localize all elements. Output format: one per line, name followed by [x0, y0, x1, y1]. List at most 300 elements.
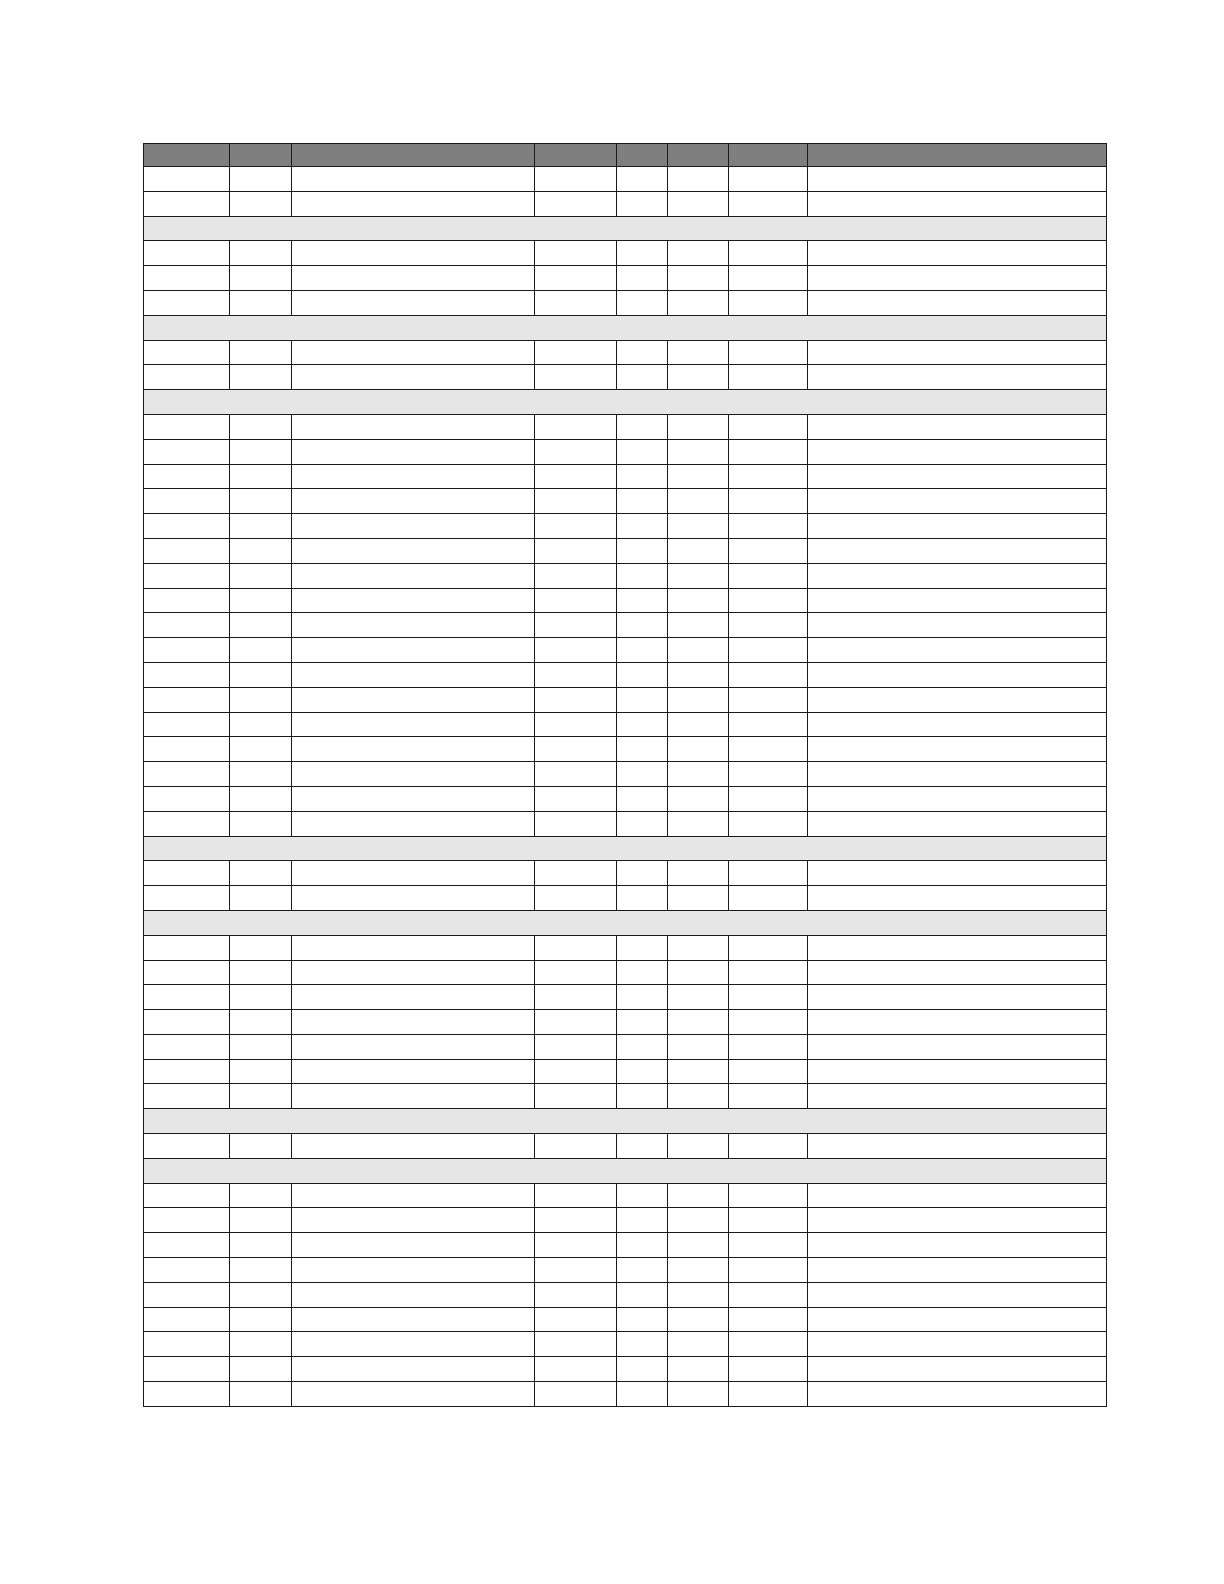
section-row: [144, 390, 1107, 415]
table-cell: [617, 712, 668, 737]
table-cell: [292, 985, 535, 1010]
table-cell: [144, 464, 230, 489]
table-cell: [292, 340, 535, 365]
table-cell: [292, 935, 535, 960]
table-cell: [617, 811, 668, 836]
table-cell: [617, 1282, 668, 1307]
table-cell: [808, 1233, 1107, 1258]
table-row: [144, 737, 1107, 762]
table-cell: [230, 1282, 292, 1307]
table-cell: [617, 241, 668, 266]
table-cell: [535, 886, 617, 911]
table-cell: [617, 290, 668, 315]
table-cell: [535, 340, 617, 365]
column-header: [230, 144, 292, 167]
table-cell: [535, 241, 617, 266]
table-cell: [668, 786, 729, 811]
table-cell: [617, 687, 668, 712]
table-cell: [535, 737, 617, 762]
section-label: [144, 1158, 1107, 1183]
table-cell: [292, 489, 535, 514]
table-row: [144, 1332, 1107, 1357]
table-cell: [729, 811, 808, 836]
table-cell: [729, 687, 808, 712]
table-cell: [668, 588, 729, 613]
table-row: [144, 1233, 1107, 1258]
table-row: [144, 365, 1107, 390]
column-header: [144, 144, 230, 167]
table-cell: [808, 1282, 1107, 1307]
table-cell: [729, 1233, 808, 1258]
table-cell: [729, 935, 808, 960]
table-cell: [292, 1208, 535, 1233]
table-cell: [668, 290, 729, 315]
table-cell: [729, 960, 808, 985]
table-cell: [668, 985, 729, 1010]
table-cell: [230, 365, 292, 390]
table-cell: [292, 1084, 535, 1109]
table-cell: [668, 365, 729, 390]
table-cell: [808, 1357, 1107, 1382]
table-cell: [668, 1233, 729, 1258]
section-row: [144, 1109, 1107, 1134]
table-cell: [144, 712, 230, 737]
table-cell: [292, 960, 535, 985]
table-cell: [617, 1034, 668, 1059]
table-cell: [729, 588, 808, 613]
table-cell: [144, 687, 230, 712]
table-cell: [535, 786, 617, 811]
table-cell: [535, 1059, 617, 1084]
table-row: [144, 613, 1107, 638]
table-cell: [144, 290, 230, 315]
table-cell: [808, 167, 1107, 192]
table-cell: [535, 1357, 617, 1382]
table-cell: [617, 737, 668, 762]
table-cell: [617, 861, 668, 886]
table-cell: [668, 266, 729, 291]
table-cell: [230, 1034, 292, 1059]
table-cell: [144, 563, 230, 588]
table-cell: [729, 1010, 808, 1035]
table-cell: [230, 464, 292, 489]
table-cell: [729, 613, 808, 638]
table-cell: [617, 1332, 668, 1357]
table-cell: [617, 1183, 668, 1208]
table-cell: [617, 1307, 668, 1332]
table-cell: [617, 638, 668, 663]
table-cell: [144, 1282, 230, 1307]
table-cell: [668, 687, 729, 712]
table-cell: [808, 414, 1107, 439]
table-cell: [729, 439, 808, 464]
data-table: [143, 143, 1107, 1407]
table-cell: [808, 563, 1107, 588]
table-cell: [617, 439, 668, 464]
table-cell: [668, 1382, 729, 1407]
section-row: [144, 216, 1107, 241]
table-cell: [729, 241, 808, 266]
table-cell: [668, 167, 729, 192]
section-row: [144, 1158, 1107, 1183]
table-row: [144, 1357, 1107, 1382]
table-row: [144, 167, 1107, 192]
table-cell: [617, 464, 668, 489]
table-row: [144, 1134, 1107, 1159]
table-cell: [144, 1084, 230, 1109]
table-cell: [808, 687, 1107, 712]
table-cell: [144, 762, 230, 787]
section-label: [144, 315, 1107, 340]
table-row: [144, 762, 1107, 787]
table-cell: [729, 191, 808, 216]
table-row: [144, 563, 1107, 588]
table-cell: [144, 1034, 230, 1059]
table-cell: [230, 786, 292, 811]
table-cell: [144, 1332, 230, 1357]
table-cell: [292, 613, 535, 638]
table-row: [144, 439, 1107, 464]
table-cell: [230, 514, 292, 539]
table-row: [144, 266, 1107, 291]
table-cell: [292, 1282, 535, 1307]
column-header: [729, 144, 808, 167]
table-row: [144, 1183, 1107, 1208]
table-cell: [144, 1258, 230, 1283]
table-cell: [535, 266, 617, 291]
table-cell: [144, 191, 230, 216]
table-cell: [230, 588, 292, 613]
table-cell: [729, 1357, 808, 1382]
table-cell: [144, 1059, 230, 1084]
table-cell: [292, 514, 535, 539]
table-cell: [668, 960, 729, 985]
table-body: [144, 167, 1107, 1407]
table-cell: [729, 886, 808, 911]
table-cell: [617, 266, 668, 291]
table-cell: [668, 1034, 729, 1059]
table-cell: [808, 1034, 1107, 1059]
table-row: [144, 687, 1107, 712]
table-cell: [144, 1208, 230, 1233]
table-cell: [668, 1332, 729, 1357]
table-cell: [729, 1307, 808, 1332]
table-cell: [292, 811, 535, 836]
table-cell: [144, 1382, 230, 1407]
table-cell: [230, 290, 292, 315]
table-cell: [808, 266, 1107, 291]
section-label: [144, 1109, 1107, 1134]
table-cell: [230, 340, 292, 365]
table-cell: [144, 588, 230, 613]
table-cell: [535, 1282, 617, 1307]
table-cell: [808, 762, 1107, 787]
table-cell: [729, 167, 808, 192]
table-cell: [535, 290, 617, 315]
table-cell: [292, 861, 535, 886]
table-cell: [292, 1382, 535, 1407]
table-cell: [617, 762, 668, 787]
table-cell: [617, 489, 668, 514]
table-row: [144, 638, 1107, 663]
table-cell: [292, 191, 535, 216]
table-cell: [535, 439, 617, 464]
table-cell: [535, 1258, 617, 1283]
table-cell: [144, 1357, 230, 1382]
table-cell: [144, 985, 230, 1010]
table-cell: [535, 985, 617, 1010]
column-header: [535, 144, 617, 167]
table-cell: [535, 1034, 617, 1059]
table-cell: [535, 1183, 617, 1208]
table-cell: [535, 960, 617, 985]
table-cell: [808, 340, 1107, 365]
table-cell: [230, 266, 292, 291]
table-cell: [668, 662, 729, 687]
table-cell: [230, 167, 292, 192]
table-cell: [668, 414, 729, 439]
table-cell: [808, 1010, 1107, 1035]
table-cell: [808, 1258, 1107, 1283]
table-row: [144, 960, 1107, 985]
table-cell: [668, 514, 729, 539]
table-cell: [808, 1134, 1107, 1159]
table-cell: [729, 1208, 808, 1233]
table-cell: [144, 514, 230, 539]
table-cell: [144, 1134, 230, 1159]
table-cell: [729, 712, 808, 737]
table-cell: [292, 638, 535, 663]
table-cell: [292, 1183, 535, 1208]
table-cell: [668, 1059, 729, 1084]
table-cell: [144, 365, 230, 390]
table-cell: [230, 1183, 292, 1208]
table-cell: [535, 1307, 617, 1332]
table-cell: [144, 167, 230, 192]
section-row: [144, 836, 1107, 861]
table-cell: [668, 811, 729, 836]
table-cell: [617, 191, 668, 216]
table-cell: [230, 1258, 292, 1283]
table-cell: [729, 737, 808, 762]
table-row: [144, 1010, 1107, 1035]
table-cell: [535, 1382, 617, 1407]
table-cell: [668, 1307, 729, 1332]
table-cell: [668, 1357, 729, 1382]
table-cell: [292, 439, 535, 464]
table-cell: [535, 687, 617, 712]
table-row: [144, 1208, 1107, 1233]
table-cell: [808, 935, 1107, 960]
table-cell: [617, 786, 668, 811]
table-row: [144, 861, 1107, 886]
table-cell: [144, 886, 230, 911]
table-cell: [729, 985, 808, 1010]
table-cell: [617, 1059, 668, 1084]
table-cell: [144, 1183, 230, 1208]
table-cell: [230, 638, 292, 663]
table-cell: [144, 538, 230, 563]
table-row: [144, 1307, 1107, 1332]
table-cell: [808, 241, 1107, 266]
table-cell: [668, 762, 729, 787]
table-cell: [144, 439, 230, 464]
column-header: [808, 144, 1107, 167]
table-cell: [668, 191, 729, 216]
table-cell: [535, 811, 617, 836]
table-cell: [535, 1084, 617, 1109]
section-label: [144, 836, 1107, 861]
table-cell: [230, 811, 292, 836]
table-cell: [668, 1258, 729, 1283]
table-cell: [617, 935, 668, 960]
table-cell: [729, 861, 808, 886]
table-cell: [535, 464, 617, 489]
table-cell: [617, 365, 668, 390]
table-cell: [808, 538, 1107, 563]
table-cell: [808, 464, 1107, 489]
table-cell: [617, 1134, 668, 1159]
table-cell: [808, 290, 1107, 315]
table-row: [144, 464, 1107, 489]
table-cell: [729, 1059, 808, 1084]
table-row: [144, 1084, 1107, 1109]
table-cell: [230, 1307, 292, 1332]
table-cell: [668, 886, 729, 911]
table-cell: [729, 365, 808, 390]
table-cell: [729, 762, 808, 787]
table-cell: [617, 167, 668, 192]
table-cell: [230, 662, 292, 687]
table-cell: [668, 1208, 729, 1233]
table-cell: [144, 613, 230, 638]
table-cell: [292, 538, 535, 563]
table-cell: [230, 935, 292, 960]
table-row: [144, 1282, 1107, 1307]
table-row: [144, 1382, 1107, 1407]
table-cell: [292, 563, 535, 588]
table-row: [144, 811, 1107, 836]
table-cell: [668, 464, 729, 489]
table-cell: [668, 563, 729, 588]
table-cell: [292, 1233, 535, 1258]
table-cell: [292, 1332, 535, 1357]
table-cell: [808, 712, 1107, 737]
table-cell: [729, 266, 808, 291]
table-cell: [292, 1134, 535, 1159]
table-cell: [144, 340, 230, 365]
table-cell: [230, 538, 292, 563]
table-cell: [230, 1382, 292, 1407]
table-row: [144, 538, 1107, 563]
table-cell: [535, 191, 617, 216]
table-cell: [230, 985, 292, 1010]
table-cell: [230, 762, 292, 787]
table-cell: [230, 489, 292, 514]
table-cell: [617, 613, 668, 638]
table-row: [144, 414, 1107, 439]
table-cell: [230, 1233, 292, 1258]
table-cell: [729, 1034, 808, 1059]
table-cell: [729, 638, 808, 663]
column-header: [617, 144, 668, 167]
table-cell: [729, 1183, 808, 1208]
table-cell: [668, 712, 729, 737]
table-cell: [668, 439, 729, 464]
table-cell: [808, 439, 1107, 464]
table-cell: [808, 1208, 1107, 1233]
table-cell: [729, 1382, 808, 1407]
table-cell: [617, 1208, 668, 1233]
table-cell: [292, 886, 535, 911]
table-cell: [144, 737, 230, 762]
table-cell: [230, 191, 292, 216]
table-cell: [292, 662, 535, 687]
table-cell: [808, 960, 1107, 985]
table-cell: [808, 1382, 1107, 1407]
table-cell: [292, 290, 535, 315]
table-cell: [808, 588, 1107, 613]
table-cell: [292, 786, 535, 811]
table-cell: [617, 662, 668, 687]
table-row: [144, 489, 1107, 514]
table-cell: [292, 167, 535, 192]
table-cell: [808, 1183, 1107, 1208]
table-cell: [230, 886, 292, 911]
table-cell: [617, 1010, 668, 1035]
table-cell: [144, 266, 230, 291]
table-cell: [230, 687, 292, 712]
table-cell: [535, 489, 617, 514]
section-row: [144, 315, 1107, 340]
table-cell: [292, 737, 535, 762]
table-cell: [729, 1134, 808, 1159]
table-cell: [617, 414, 668, 439]
section-label: [144, 216, 1107, 241]
table-row: [144, 1059, 1107, 1084]
table-cell: [535, 638, 617, 663]
section-label: [144, 910, 1107, 935]
table-cell: [230, 712, 292, 737]
table-cell: [230, 1059, 292, 1084]
table-cell: [535, 538, 617, 563]
table-cell: [729, 340, 808, 365]
table-cell: [668, 1010, 729, 1035]
table-cell: [230, 1084, 292, 1109]
table-cell: [808, 985, 1107, 1010]
table-cell: [668, 1183, 729, 1208]
table-cell: [668, 737, 729, 762]
table-cell: [144, 414, 230, 439]
table-row: [144, 662, 1107, 687]
table-cell: [535, 1332, 617, 1357]
column-header: [668, 144, 729, 167]
table-cell: [617, 1258, 668, 1283]
table-cell: [668, 340, 729, 365]
table-cell: [668, 1084, 729, 1109]
table-cell: [230, 1357, 292, 1382]
table-cell: [729, 538, 808, 563]
table-cell: [292, 414, 535, 439]
table-cell: [144, 811, 230, 836]
table-cell: [729, 662, 808, 687]
table-cell: [668, 241, 729, 266]
table-cell: [808, 861, 1107, 886]
table-cell: [729, 786, 808, 811]
table-cell: [144, 1307, 230, 1332]
table-cell: [535, 613, 617, 638]
table-cell: [808, 613, 1107, 638]
